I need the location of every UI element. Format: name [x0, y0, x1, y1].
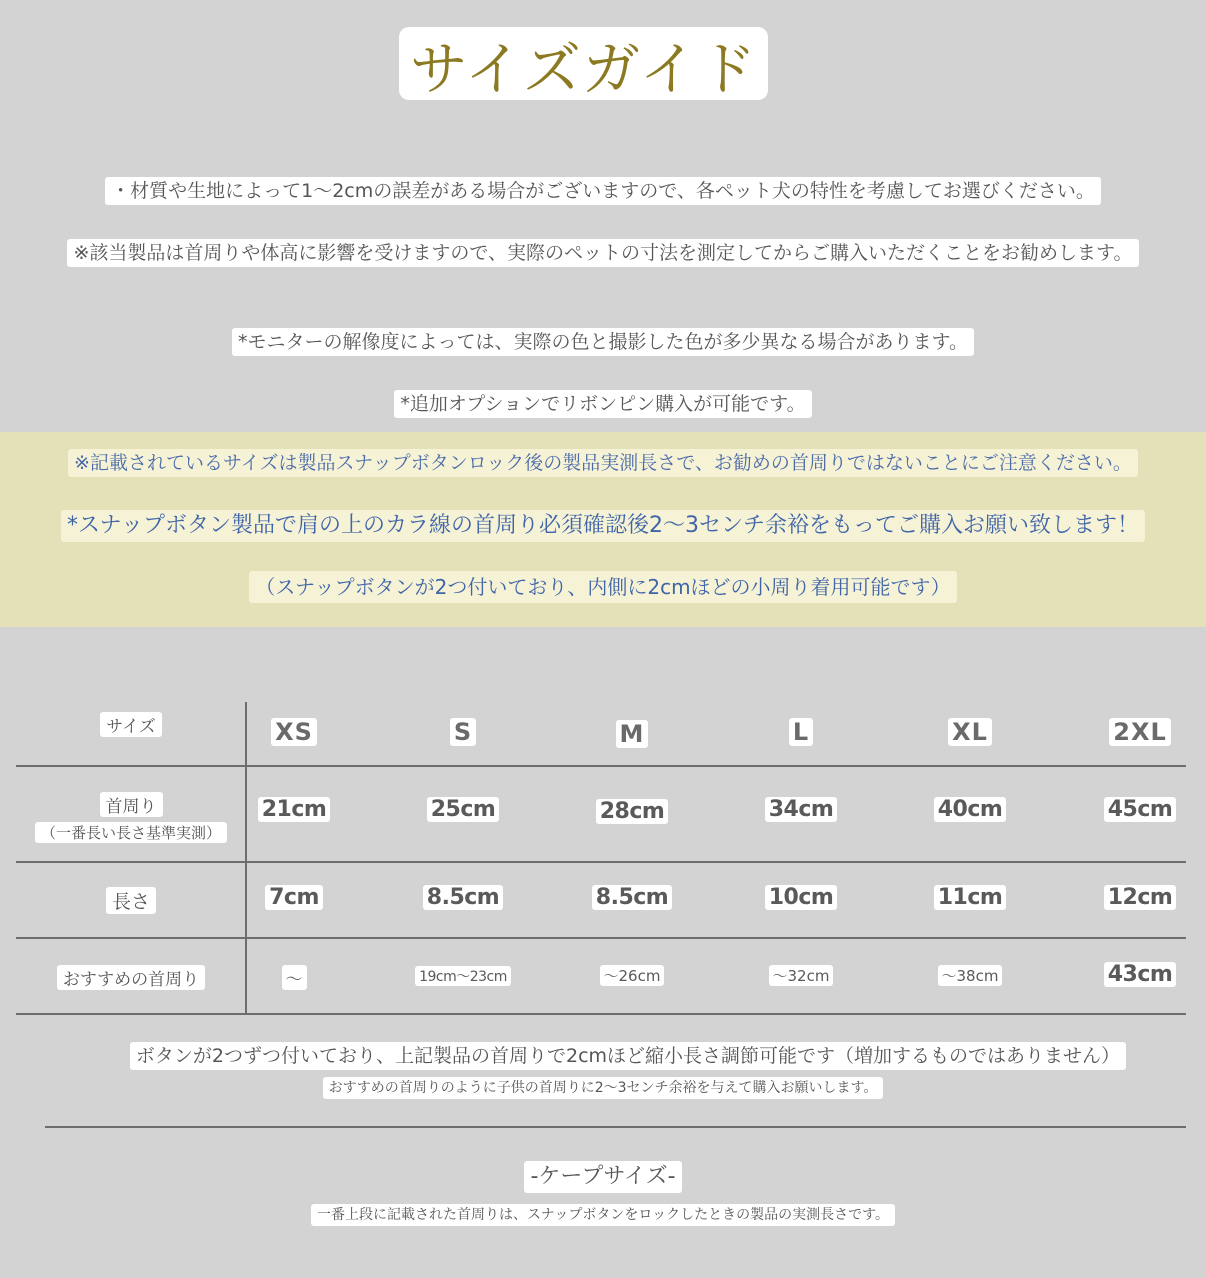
rec-2xl-text: 43cm: [1104, 962, 1177, 987]
length-l-text: 10cm: [765, 885, 838, 910]
length-s-text: 8.5cm: [423, 885, 503, 910]
rec-s: [388, 966, 538, 986]
length-m: [557, 885, 707, 910]
caution-line-3: [0, 571, 1206, 603]
length-xs-text: 7cm: [265, 885, 323, 910]
length-2xl-text: 12cm: [1104, 885, 1177, 910]
table-hline-4: [16, 1013, 1186, 1015]
cape-title-text: -ケープサイズ-: [524, 1161, 681, 1193]
page-title: サイズガイド: [399, 27, 768, 100]
length-label: [16, 887, 246, 914]
rec-m-text: 〜26cm: [600, 965, 665, 986]
neck-2xl: [1065, 797, 1206, 822]
neck-xl-text: 40cm: [934, 797, 1007, 822]
length-label-text: 長さ: [106, 887, 156, 914]
note-2: [0, 239, 1206, 267]
table-hline-1: [16, 765, 1186, 767]
neck-label-text: 首周り: [100, 792, 163, 817]
rec-xl-text: 〜38cm: [938, 965, 1003, 986]
cape-note-text: 一番上段に記載された首周りは、スナップボタンをロックしたときの製品の実測長さです。: [311, 1204, 895, 1226]
length-m-text: 8.5cm: [592, 885, 672, 910]
size-xl-text: XL: [948, 718, 992, 746]
neck-xs: [219, 797, 369, 822]
footer-note-2: [0, 1077, 1206, 1099]
rec-2xl: [1065, 962, 1206, 987]
size-s: [388, 718, 538, 746]
footer-note-1: [0, 1042, 1206, 1070]
note-1-text: ・材質や生地によって1〜2cmの誤差がある場合がございますので、各ペット犬の特性を考慮してお選びください。: [105, 177, 1101, 205]
length-xl: [895, 885, 1045, 910]
rec-label-text: おすすめの首周り: [57, 965, 205, 990]
neck-l-text: 34cm: [765, 797, 838, 822]
note-1: [0, 177, 1206, 205]
caution-line-1: [0, 449, 1206, 477]
neck-m: [557, 799, 707, 824]
footer-note-1-text: ボタンが2つずつ付いており、上記製品の首周りで2cmほど縮小長さ調節可能です（増加するものではありません）: [130, 1042, 1126, 1070]
neck-s-text: 25cm: [427, 797, 500, 822]
footer-divider: [45, 1126, 1186, 1128]
rec-xs: [219, 965, 369, 990]
size-l: [726, 718, 876, 746]
rec-l: [726, 965, 876, 986]
neck-s: [388, 797, 538, 822]
rec-l-text: 〜32cm: [769, 965, 834, 986]
size-s-text: S: [450, 718, 476, 746]
size-xl: [895, 718, 1045, 746]
neck-l: [726, 797, 876, 822]
caution-line-2: [0, 510, 1206, 542]
length-xl-text: 11cm: [934, 885, 1007, 910]
rec-xs-text: 〜: [282, 965, 307, 990]
length-l: [726, 885, 876, 910]
neck-2xl-text: 45cm: [1104, 797, 1177, 822]
size-xs-text: XS: [271, 718, 317, 746]
caution-line-1-text: ※記載されているサイズは製品スナップボタンロック後の製品実測長さで、お勧めの首周りではないことにご注意ください。: [68, 449, 1138, 477]
note-4-text: *追加オプションでリボンピン購入が可能です。: [394, 390, 811, 418]
length-2xl: [1065, 885, 1206, 910]
rec-s-text: 19cm〜23cm: [415, 966, 511, 986]
neck-sublabel: [16, 822, 246, 843]
note-4: [0, 390, 1206, 418]
length-s: [388, 885, 538, 910]
rec-m: [557, 965, 707, 986]
table-hline-3: [16, 937, 1186, 939]
size-m-text: M: [616, 720, 649, 748]
size-2xl: [1065, 718, 1206, 746]
length-xs: [219, 885, 369, 910]
note-3: [0, 328, 1206, 356]
caution-line-3-text: （スナップボタンが2つ付いており、内側に2cmほどの小周り着用可能です）: [249, 571, 956, 603]
cape-title: [0, 1161, 1206, 1193]
size-xs: [219, 718, 369, 746]
neck-xs-text: 21cm: [258, 797, 331, 822]
rec-xl: [895, 965, 1045, 986]
caution-line-2-text: *スナップボタン製品で肩の上のカラ線の首周り必須確認後2〜3センチ余裕をもってご購入お願い致します！: [61, 510, 1145, 542]
size-m: [557, 720, 707, 748]
note-2-text: ※該当製品は首周りや体高に影響を受けますので、実際のペットの寸法を測定してからご購入いただくことをお勧めします。: [67, 239, 1138, 267]
table-hline-2: [16, 861, 1186, 863]
cape-note: [0, 1204, 1206, 1226]
neck-sublabel-text: （一番長い長さ基準実測）: [35, 822, 227, 843]
neck-m-text: 28cm: [596, 799, 669, 824]
header-label: [16, 712, 246, 737]
header-label-text: サイズ: [100, 712, 162, 737]
size-l-text: L: [789, 718, 813, 746]
footer-note-2-text: おすすめの首周りのように子供の首周りに2〜3センチ余裕を与えて購入お願いします。: [323, 1077, 884, 1099]
neck-label: [16, 792, 246, 817]
rec-label: [16, 965, 246, 990]
neck-xl: [895, 797, 1045, 822]
size-2xl-text: 2XL: [1109, 718, 1171, 746]
note-3-text: *モニターの解像度によっては、実際の色と撮影した色が多少異なる場合があります。: [232, 328, 974, 356]
